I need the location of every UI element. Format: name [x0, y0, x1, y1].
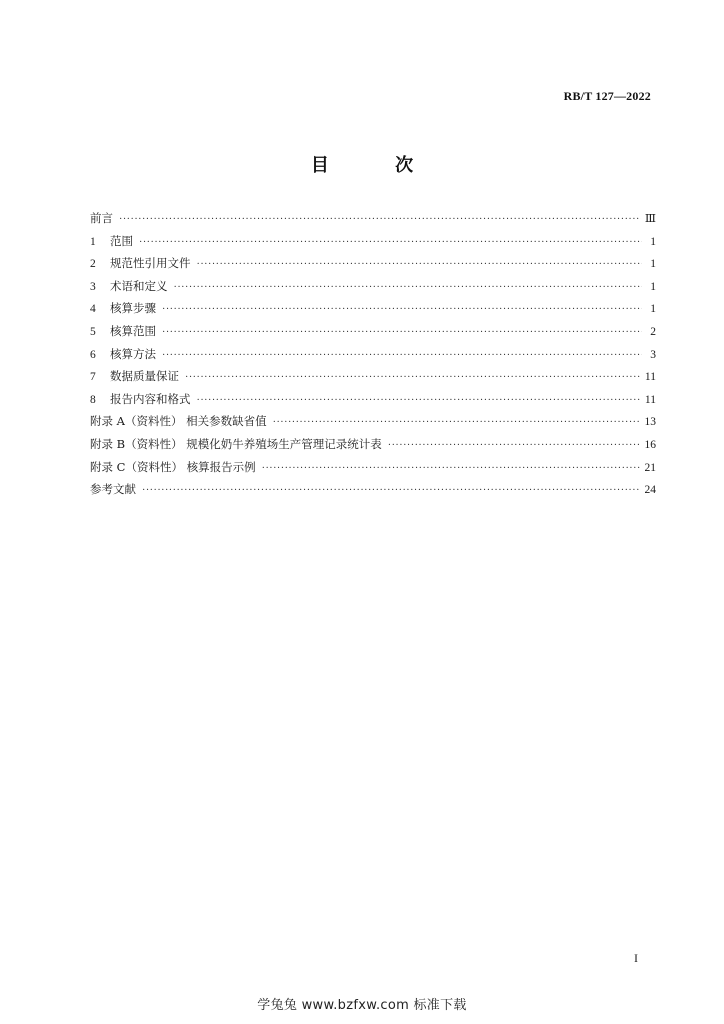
toc-entry-label: 数据质量保证 — [110, 369, 179, 384]
toc-entry-label: 规范性引用文件 — [110, 256, 191, 271]
toc-entry-label: 术语和定义 — [110, 278, 168, 293]
toc-entry-label: 附录 B（资料性） 规模化奶牛养殖场生产管理记录统计表 — [90, 436, 382, 451]
toc-entry-page: 11 — [644, 371, 656, 384]
toc-entry-number: 4 — [90, 303, 96, 316]
toc-entry-page: 3 — [650, 348, 656, 361]
toc-entry-page: Ⅲ — [644, 213, 656, 225]
toc-entry-label: 前言 — [90, 211, 113, 225]
toc-leader-dots — [142, 480, 641, 503]
toc-entry-foreword[interactable] — [90, 207, 656, 230]
toc-entry-label: 参考文献 — [90, 482, 136, 497]
toc-entry-data-quality[interactable] — [90, 365, 656, 388]
toc-entry-page: 13 — [644, 416, 656, 429]
toc-entry-label: 核算步骤 — [110, 301, 156, 316]
toc-entry-appendix-a[interactable] — [90, 410, 656, 433]
toc-entry-terms-definitions[interactable] — [90, 275, 656, 298]
toc-entry-label: 附录 A（资料性） 相关参数缺省值 — [90, 414, 267, 429]
toc-entry-number: 1 — [90, 235, 96, 248]
toc-entry-scope[interactable] — [90, 230, 656, 253]
toc-entry-number: 6 — [90, 348, 96, 361]
toc-entry-page: 16 — [644, 438, 656, 451]
toc-entry-page: 21 — [644, 461, 656, 474]
toc-entry-bibliography[interactable] — [90, 478, 656, 501]
toc-entry-appendix-c[interactable] — [90, 456, 656, 479]
toc-entry-page: 1 — [650, 235, 656, 248]
toc-leader-dots — [388, 435, 641, 458]
toc-leader-dots — [162, 299, 642, 322]
toc-entry-number: 7 — [90, 371, 96, 384]
toc-entry-page: 1 — [650, 280, 656, 293]
toc-entry-number: 5 — [90, 325, 96, 338]
toc-entry-accounting-scope[interactable] — [90, 320, 656, 343]
toc-leader-dots — [262, 458, 641, 481]
toc-entry-label: 核算范围 — [110, 323, 156, 338]
toc-leader-dots — [174, 277, 643, 300]
toc-leader-dots — [197, 254, 643, 277]
toc-entry-number: 3 — [90, 280, 96, 293]
toc-entry-number: 2 — [90, 258, 96, 271]
toc-entry-page: 24 — [644, 484, 656, 497]
toc-leader-dots — [273, 412, 641, 435]
watermark-text: 学兔兔 www.bzfxw.com 标准下载 — [257, 998, 467, 1013]
toc-entry-label: 核算方法 — [110, 346, 156, 361]
toc-entry-report-format[interactable] — [90, 388, 656, 411]
toc-entry-normative-references[interactable] — [90, 252, 656, 275]
table-of-contents — [90, 207, 656, 501]
toc-leader-dots — [162, 322, 642, 345]
toc-entry-accounting-steps[interactable] — [90, 297, 656, 320]
page-title: 目 次 — [310, 155, 444, 176]
standard-number: RB/T 127—2022 — [563, 89, 651, 103]
toc-leader-dots — [185, 367, 641, 390]
toc-entry-page: 11 — [644, 393, 656, 406]
toc-entry-accounting-methods[interactable] — [90, 343, 656, 366]
toc-leader-dots — [139, 232, 642, 255]
toc-entry-appendix-b[interactable] — [90, 433, 656, 456]
toc-entry-page: 1 — [650, 258, 656, 271]
toc-leader-dots — [119, 209, 641, 232]
toc-entry-label: 范围 — [110, 233, 133, 248]
toc-entry-label: 报告内容和格式 — [110, 391, 191, 406]
toc-entry-number: 8 — [90, 393, 96, 406]
toc-entry-page: 1 — [650, 303, 656, 316]
page-number: I — [634, 951, 638, 965]
toc-entry-page: 2 — [650, 325, 656, 338]
toc-leader-dots — [197, 390, 641, 413]
toc-entry-label: 附录 C（资料性） 核算报告示例 — [90, 459, 256, 474]
toc-leader-dots — [162, 345, 642, 368]
